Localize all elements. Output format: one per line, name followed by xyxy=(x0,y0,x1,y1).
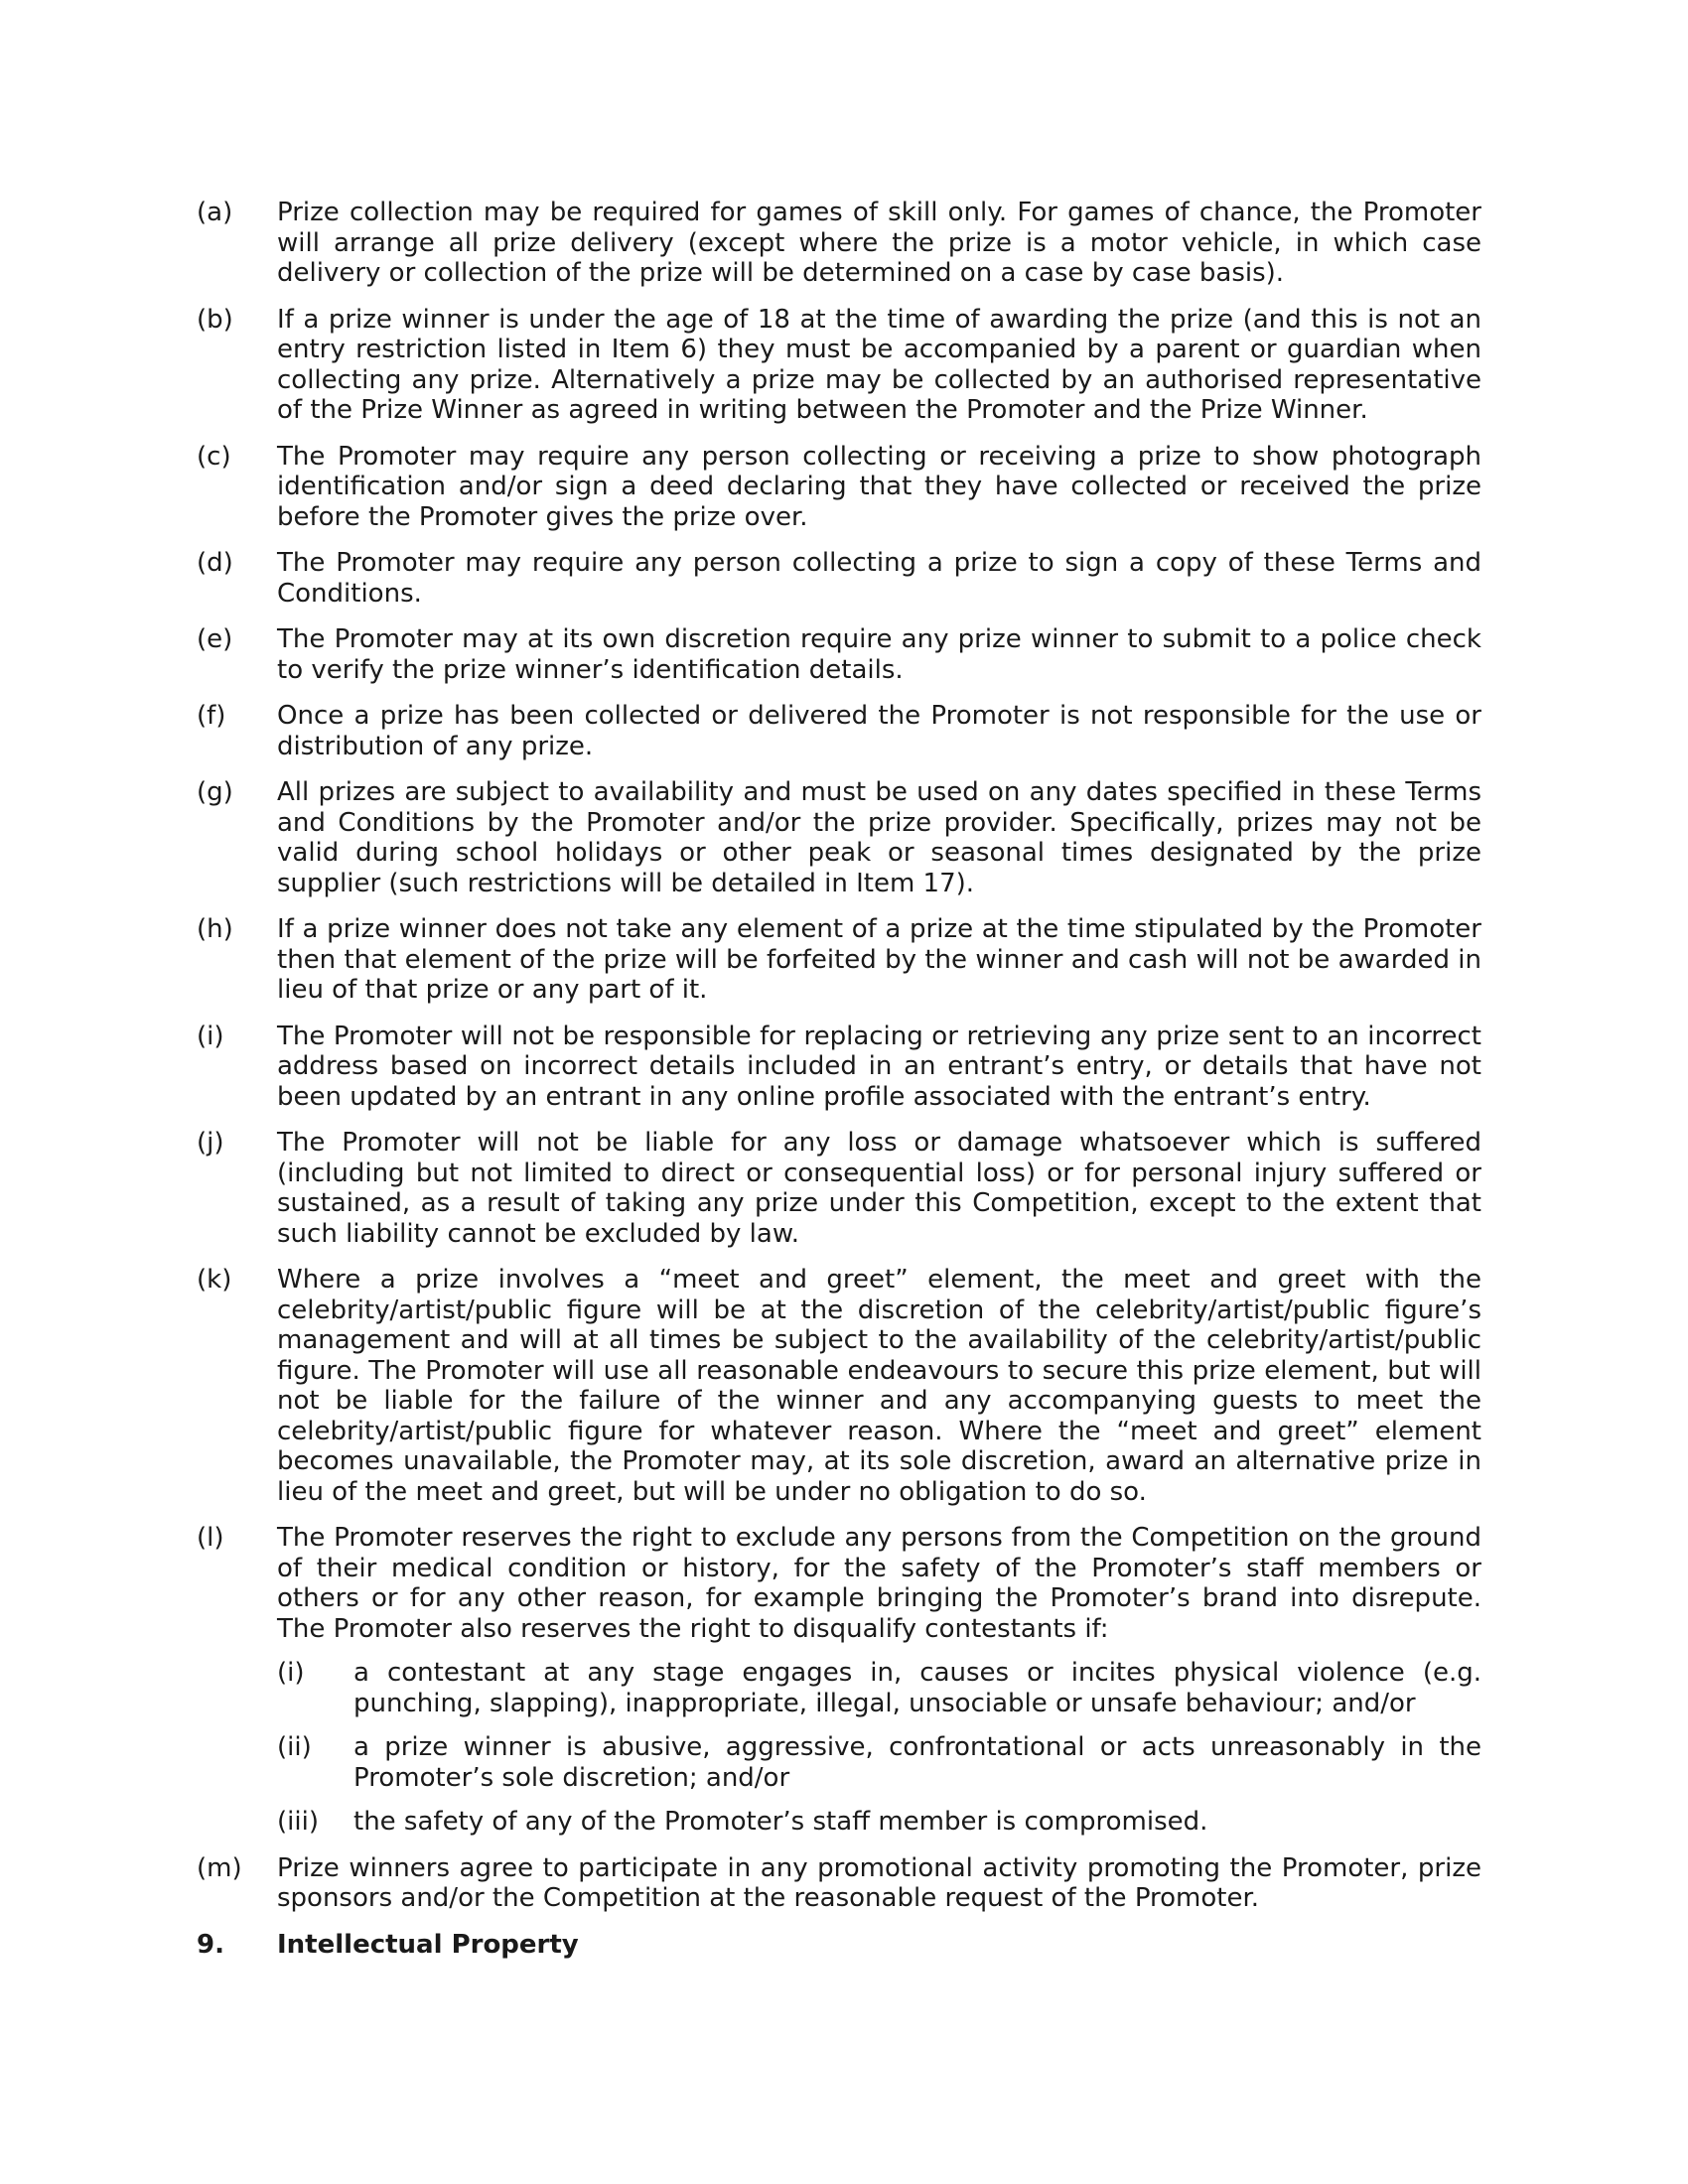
subclause-text: a contestant at any stage engages in, causes or incites physical violence (e.g. punching, slapping), inappropriate, illegal, unsociable or unsafe behaviour; and/or xyxy=(353,1658,1481,1718)
clause-m xyxy=(197,1853,1481,1914)
clause-text: The Promoter will not be liable for any loss or damage whatsoever which is suffered (including but not limited to direct or consequential loss) or for personal injury suffered or sustained, as a result of taking any prize under this Competition, except to the extent that such liability cannot be excluded by law. xyxy=(277,1128,1481,1249)
subclause-iii xyxy=(277,1807,1481,1838)
subclause-label: (ii) xyxy=(277,1732,312,1762)
subclause-text: the safety of any of the Promoter’s staff member is compromised. xyxy=(353,1807,1208,1837)
subclause-text: a prize winner is abusive, aggressive, confrontational or acts unreasonably in the Promoter’s sole discretion; and/or xyxy=(353,1732,1481,1793)
clause-j xyxy=(197,1128,1481,1249)
document-body xyxy=(197,198,1481,1960)
clause-label: (c) xyxy=(197,441,231,472)
clause-f xyxy=(197,701,1481,761)
clause-a xyxy=(197,198,1481,289)
subclause-i xyxy=(277,1658,1481,1718)
section-title: Intellectual Property xyxy=(277,1929,579,1960)
subclause-list xyxy=(277,1658,1481,1838)
clause-text: The Promoter may require any person collecting or receiving a prize to show photograph identification and/or sign a deed declaring that they have collected or received the prize before the Promoter gives the prize over. xyxy=(277,441,1481,532)
clause-e xyxy=(197,624,1481,685)
section-number: 9. xyxy=(197,1929,224,1960)
clause-text: Where a prize involves a “meet and greet” element, the meet and greet with the celebrity/artist/public figure will be at the discretion of the celebrity/artist/public figure’s management and will at all times be subject to the availability of the celebrity/artist/public figure. The Promoter will use all reasonable endeavours to secure this prize element, but will not be liable for the failure of the winner and any accompanying guests to meet the celebrity/artist/public figure for whatever reason. Where the “meet and greet” element becomes unavailable, the Promoter may, at its sole discretion, award an alternative prize in lieu of the meet and greet, but will be under no obligation to do so. xyxy=(277,1265,1481,1507)
clause-label: (f) xyxy=(197,701,226,731)
clause-l xyxy=(197,1523,1481,1838)
clause-text: The Promoter reserves the right to exclude any persons from the Competition on the ground of their medical condition or history, for the safety of the Promoter’s staff members or others or for any other reason, for example bringing the Promoter’s brand into disrepute. The Promoter also reserves the right to disqualify contestants if: xyxy=(277,1523,1481,1644)
clause-label: (k) xyxy=(197,1265,232,1295)
section-heading xyxy=(197,1930,1481,1961)
clause-d xyxy=(197,548,1481,609)
clause-label: (l) xyxy=(197,1523,224,1553)
clause-text: The Promoter may at its own discretion require any prize winner to submit to a police check to verify the prize winner’s identification details. xyxy=(277,624,1481,685)
clause-label: (a) xyxy=(197,198,233,227)
clause-text: The Promoter will not be responsible for replacing or retrieving any prize sent to an incorrect address based on incorrect details included in an entrant’s entry, or details that have not been updated by an entrant in any online profile associated with the entrant’s entry. xyxy=(277,1021,1481,1112)
subclause-label: (iii) xyxy=(277,1807,319,1837)
clause-c xyxy=(197,442,1481,533)
clause-label: (d) xyxy=(197,548,233,578)
clause-k xyxy=(197,1265,1481,1507)
clause-label: (g) xyxy=(197,777,233,807)
clause-text: If a prize winner is under the age of 18 at the time of awarding the prize (and this is not an entry restriction listed in Item 6) they must be accompanied by a parent or guardian when collecting any prize. Alternatively a prize may be collected by an authorised representative of the Prize Winner as agreed in writing between the Promoter and the Prize Winner. xyxy=(277,304,1481,425)
clause-label: (e) xyxy=(197,624,233,654)
clause-label: (m) xyxy=(197,1852,242,1883)
subclause-ii xyxy=(277,1732,1481,1793)
clause-label: (i) xyxy=(197,1021,224,1051)
clause-label: (b) xyxy=(197,304,233,335)
clause-text: Prize winners agree to participate in any promotional activity promoting the Promoter, prize sponsors and/or the Competition at the reasonable request of the Promoter. xyxy=(277,1852,1481,1913)
clause-text: All prizes are subject to availability and must be used on any dates specified in these Terms and Conditions by the Promoter and/or the prize provider. Specifically, prizes may not be valid during school holidays or other peak or seasonal times designated by the prize supplier (such restrictions will be detailed in Item 17). xyxy=(277,777,1481,898)
clause-g xyxy=(197,777,1481,898)
clause-i xyxy=(197,1022,1481,1113)
clause-text: The Promoter may require any person collecting a prize to sign a copy of these Terms and Conditions. xyxy=(277,548,1481,609)
clause-label: (h) xyxy=(197,914,233,944)
clause-text: If a prize winner does not take any element of a prize at the time stipulated by the Promoter then that element of the prize will be forfeited by the winner and cash will not be awarded in lieu of that prize or any part of it. xyxy=(277,914,1481,1005)
clause-h xyxy=(197,914,1481,1006)
clause-text: Prize collection may be required for games of skill only. For games of chance, the Promoter will arrange all prize delivery (except where the prize is a motor vehicle, in which case delivery or collection of the prize will be determined on a case by case basis). xyxy=(277,198,1481,288)
clause-text: Once a prize has been collected or delivered the Promoter is not responsible for the use or distribution of any prize. xyxy=(277,701,1481,761)
subclause-label: (i) xyxy=(277,1658,305,1688)
clause-label: (j) xyxy=(197,1128,224,1158)
clause-b xyxy=(197,305,1481,426)
